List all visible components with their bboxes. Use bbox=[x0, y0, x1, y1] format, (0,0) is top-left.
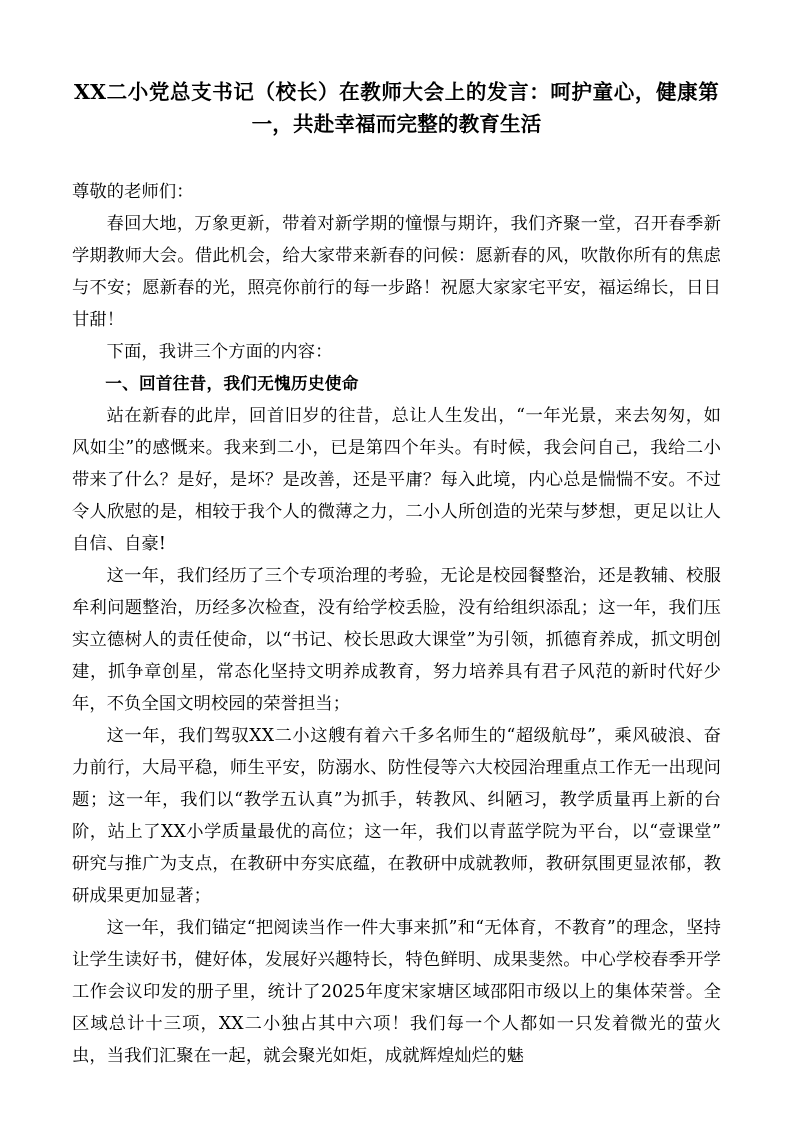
page-title bbox=[72, 76, 721, 140]
section-heading-one: 一、回首往昔，我们无愧历史使命 bbox=[105, 374, 359, 393]
paragraph-section-4: 这一年，我们锚定“把阅读当作一件大事来抓”和“无体育，不教育”的理念，坚持让学生读好书，健好体，发展好兴趣特长，特色鲜明、成果斐然。中心学校春季开学工作会议印发的册子里，统计了2025年度宋家塘区域邵阳市级以上的集体荣誉。全区域总计十三项，XX二小独占其中六项！我们每一个人都如一只发着微光的萤火虫，当我们汇聚在一起，就会聚光如炬，成就辉煌灿烂的魅 bbox=[72, 918, 721, 1066]
page-title-text: XX二小党总支书记（校长）在教师大会上的发言：呵护童心，健康第一，共赴幸福而完整的教育生活 bbox=[74, 80, 719, 136]
paragraph-section-3: 这一年，我们驾驭XX二小这艘有着六千多名师生的“超级航母”，乘风破浪、奋力前行，大局平稳，师生平安，防溺水、防性侵等六大校园治理重点工作无一出现问题；这一年，我们以“教学五认真”为抓手，转教风、纠陋习，教学质量再上新的台阶，站上了XX小学质量最优的高位；这一年，我们以青蓝学院为平台，以“壹课堂”研究与推广为支点，在教研中夯实底蕴，在教研中成就教师，教研氛围更显浓郁，教研成果更加显著； bbox=[72, 726, 721, 906]
salutation: 尊敬的老师们： bbox=[72, 182, 194, 202]
title-spacer bbox=[72, 140, 721, 176]
paragraph-opening: 春回大地，万象更新，带着对新学期的憧憬与期许，我们齐聚一堂，召开春季新学期教师大会。借此机会，给大家带来新春的问候：愿新春的风，吹散你所有的焦虑与不安；愿新春的光，照亮你前行的每一步路！祝愿大家家宅平安，福运绵长，日日甘甜！ bbox=[72, 214, 721, 330]
paragraph-section-2: 这一年，我们经历了三个专项治理的考验，无论是校园餐整治，还是教辅、校服牟利问题整治，历经多次检查，没有给学校丢脸，没有给组织添乱；这一年，我们压实立德树人的责任使命，以“书记、校长思政大课堂”为引领，抓德育养成，抓文明创建，抓争章创星，常态化坚持文明养成教育，努力培养具有君子风范的新时代好少年，不负全国文明校园的荣誉担当； bbox=[72, 566, 721, 714]
paragraph-outline: 下面，我讲三个方面的内容： bbox=[106, 342, 333, 362]
document-content bbox=[72, 76, 721, 1072]
paragraph-section-1: 站在新春的此岸，回首旧岁的往昔，总让人生发出，“一年光景，来去匆匆，如风如尘”的感慨来。我来到二小，已是第四个年头。有时候，我会问自己，我给二小带来了什么？是好，是坏？是改善，还是平庸？每入此境，内心总是惴惴不安。不过令人欣慰的是，相较于我个人的微薄之力，二小人所创造的光荣与梦想，更足以让人自信、自豪! bbox=[72, 406, 721, 554]
